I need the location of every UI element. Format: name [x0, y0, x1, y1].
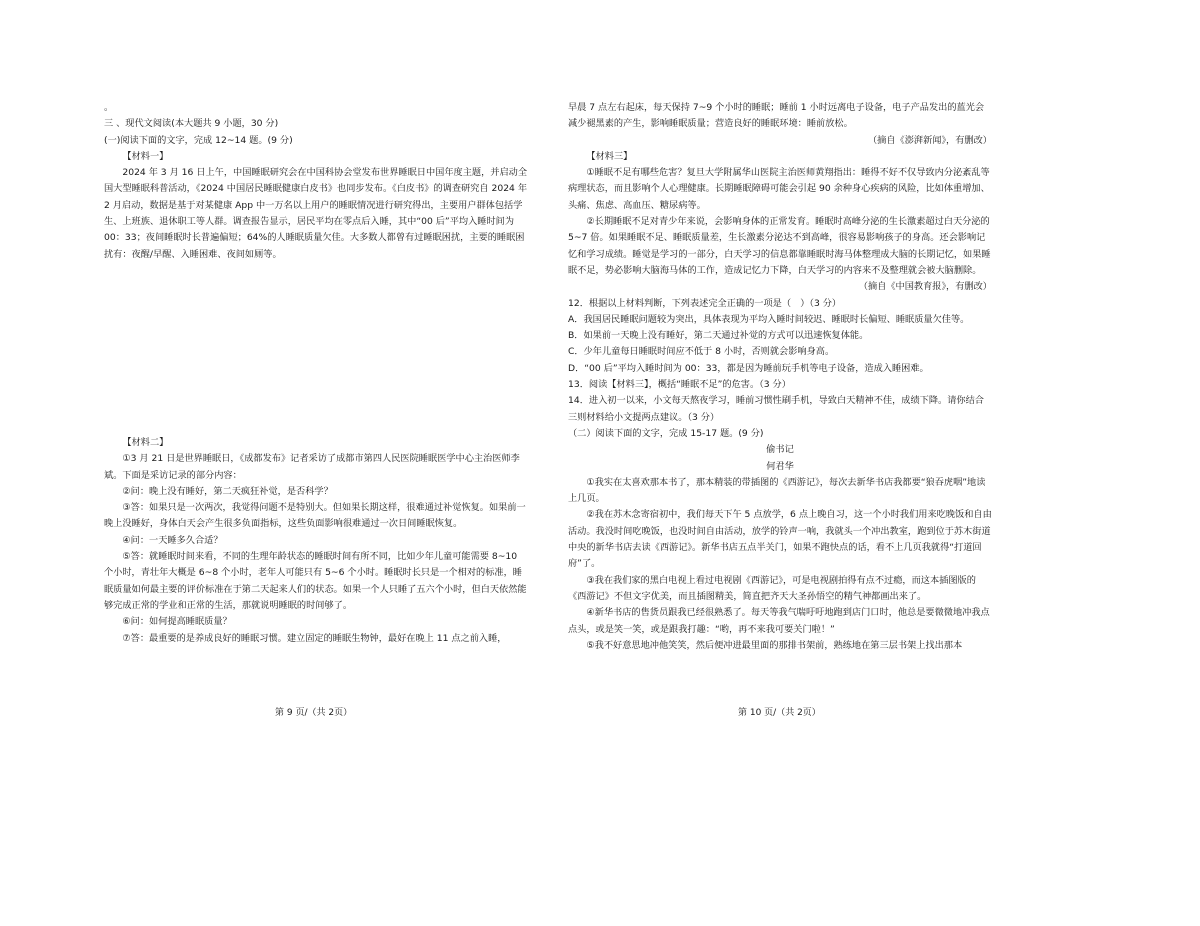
source-note-1: （摘自《澎湃新闻》，有删改） [867, 134, 992, 146]
story-paragraph-4: ④新华书店的售货员跟我已经很熟悉了。每天等我气喘吁吁地跑到店门口时，他总是要微微地冲我点点头，或是笑一笑，或是跟我打趣：“哟，再不来我可要关门啦！” [568, 607, 990, 635]
question-12-option-c: C．少年儿童每日睡眠时间应不低于 8 小时，否则就会影响身高。 [568, 346, 835, 358]
question-12: 12．根据以上材料判断，下列表述完全正确的一项是（ ）（3 分） [568, 297, 842, 309]
sub-title-1: (一)阅读下面的文字，完成 12~14 题。(9 分) [104, 134, 293, 146]
story-paragraph-2: ②我在苏木念寄宿初中，我们每天下午 5 点放学，6 点上晚自习，这一个小时我们用来吃晚饭和自由活动。我没时间吃晚饭，也没时间自由活动，放学的铃声一响，我就头一个冲出教室，跑到位于苏木街道中央的新华书店去读《西游记》。新华书店五点半关门，如果不跑快点的话，看不上几页我就得“打道回府”了。 [568, 509, 992, 570]
material-1-paragraph: 2024 年 3 月 16 日上午，中国睡眠研究会在中国科协会堂发布世界睡眠日中国年度主题，并启动全国大型睡眠科普活动，《2024 中国居民睡眠健康白皮书》也同步发布。《白皮书》的调查研究自 2024 年 2 月启动，数据是基于对某健康 App 中一万名以上用户的睡眠情况进行研究得出，主要用户群体包括学生、上班族、退休职工等人群。调查报告显示，居民平均在零点后入睡，其中“00 后”平均入睡时间为 00：33；夜间睡眠时长普遍偏短；64%的人睡眠质量欠佳。大多数人都曾有过睡眠困扰，主要的睡眠困扰有：夜醒/早醒、入睡困难、夜间如厕等。 [104, 167, 528, 260]
story-title: 偷书记 [766, 444, 794, 456]
material-3-paragraph-2: ②长期睡眠不足对青少年来说，会影响身体的正常发育。睡眠时高峰分泌的生长激素超过白天分泌的 5~7 倍。如果睡眠不足、睡眠质量差，生长激素分泌达不到高峰，很容易影响孩子的身高。还会影响记忆和学习成绩。睡觉是学习的一部分，白天学习的信息都靠睡眠时海马体整理成大脑的长期记忆，如果睡眠不足，势必影响大脑海马体的工作，造成记忆力下降，白天学习的内容来不及整理就会被大脑删除。 [568, 216, 991, 276]
material-3-title: 【材料三】 [586, 150, 633, 162]
left-page [104, 100, 528, 647]
question-12-option-d: D．“00 后”平均入睡时间为 00：33，都是因为睡前玩手机等电子设备，造成入睡困难。 [568, 362, 929, 374]
page-number-right: 第 10 页/（共 2页） [738, 708, 821, 718]
question-12-option-b: B．如果前一天晚上没有睡好，第二天通过补觉的方式可以迅速恢复体能。 [568, 330, 869, 342]
material-2-paragraph-5: ⑤答：就睡眠时间来看，不同的生理年龄状态的睡眠时间有所不同，比如少年儿童可能需要 8~10 个小时，青壮年大概是 6~8 个小时，老年人可能只有 5~6 个小时。睡眠时长只是一个相对的标准，睡眠质量如何最主要的评价标准在于第二天起来人们的状态。如果一个人只睡了五六个小时，但白天依然能够完成正常的学业和正常的生活，那就说明睡眠的时间够了。 [104, 551, 527, 611]
material-2-paragraph-6: ⑥问：如何提高睡眠质量？ [122, 616, 232, 628]
right-page [568, 100, 992, 654]
blank-space [104, 263, 528, 435]
source-note-2: （摘自《中国教育报》，有删改） [858, 281, 992, 293]
story-paragraph-1: ①我实在太喜欢那本书了，那本精装的带插图的《西游记》，每次去新华书店我都要“狼吞虎咽”地读上几页。 [568, 476, 986, 505]
sub-title-2: （二）阅读下面的文字，完成 15-17 题。(9 分) [568, 427, 764, 439]
question-12-option-a: A．我国居民睡眠问题较为突出，具体表现为平均入睡时间较迟、睡眠时长偏短、睡眠质量欠佳等。 [568, 313, 970, 325]
story-paragraph-5: ⑤我不好意思地冲他笑笑，然后便冲进最里面的那排书架前，熟练地在第三层书架上找出那本 [586, 639, 963, 651]
material-2-paragraph-4: ④问：一天睡多久合适？ [122, 534, 223, 546]
question-13: 13．阅读【材料三】，概括“睡眠不足”的危害。（3 分） [568, 379, 791, 391]
story-author: 何君华 [766, 460, 794, 472]
material-2-title: 【材料二】 [122, 436, 169, 448]
material-2-paragraph-3: ③答：如果只是一次两次，我觉得问题不是特别大。但如果长期这样，很难通过补觉恢复。如果前一晚上没睡好，身体白天会产生很多负面指标，这些负面影响很难通过一次日间睡眠恢复。 [104, 502, 526, 530]
question-14: 14．进入初一以来，小文每天熬夜学习，睡前习惯性刷手机，导致白天精神不佳，成绩下降。请你结合三则材料给小文提两点建议。（3 分） [568, 395, 984, 423]
material-1-title: 【材料一】 [122, 150, 169, 162]
material-2-continuation: 早晨 7 点左右起床，每天保持 7~9 个小时的睡眠；睡前 1 小时远离电子设备，电子产品发出的蓝光会减少褪黑素的产生，影响睡眠质量；营造良好的睡眠环境：睡前放松。 [568, 102, 985, 130]
page-number-left: 第 9 页/（共 2页） [275, 708, 353, 718]
material-2-paragraph-2: ②问：晚上没有睡好，第二天疯狂补觉，是否科学？ [122, 485, 333, 497]
top-mark: 。 [104, 102, 114, 113]
material-2-paragraph-1: ①3 月 21 日是世界睡眠日，《成都发布》记者采访了成都市第四人民医院睡眠医学中心主治医师李斌。下面是采访记录的部分内容： [104, 453, 520, 481]
material-2-paragraph-7: ⑦答：最重要的是养成良好的睡眠习惯。建立固定的睡眠生物钟，最好在晚上 11 点之前入睡， [122, 632, 507, 644]
section-title: 三 、现代文阅读(本大题共 9 小题，30 分) [104, 118, 279, 130]
story-paragraph-3: ③我在我们家的黑白电视上看过电视剧《西游记》，可是电视剧拍得有点不过瘾，而这本插图版的《西游记》不但文字优美，而且插图精美，简直把齐天大圣孙悟空的精气神都画出来了。 [568, 574, 976, 602]
material-3-paragraph-1: ①睡眠不足有哪些危害？复旦大学附属华山医院主治医师黄翔指出：睡得不好不仅导致内分泌紊乱等病理状态，而且影响个人心理健康。长期睡眠障碍可能会引起 90 余种身心疾病的风险，比如体重增加、头痛、焦虑、高血压、糖尿病等。 [568, 167, 990, 211]
